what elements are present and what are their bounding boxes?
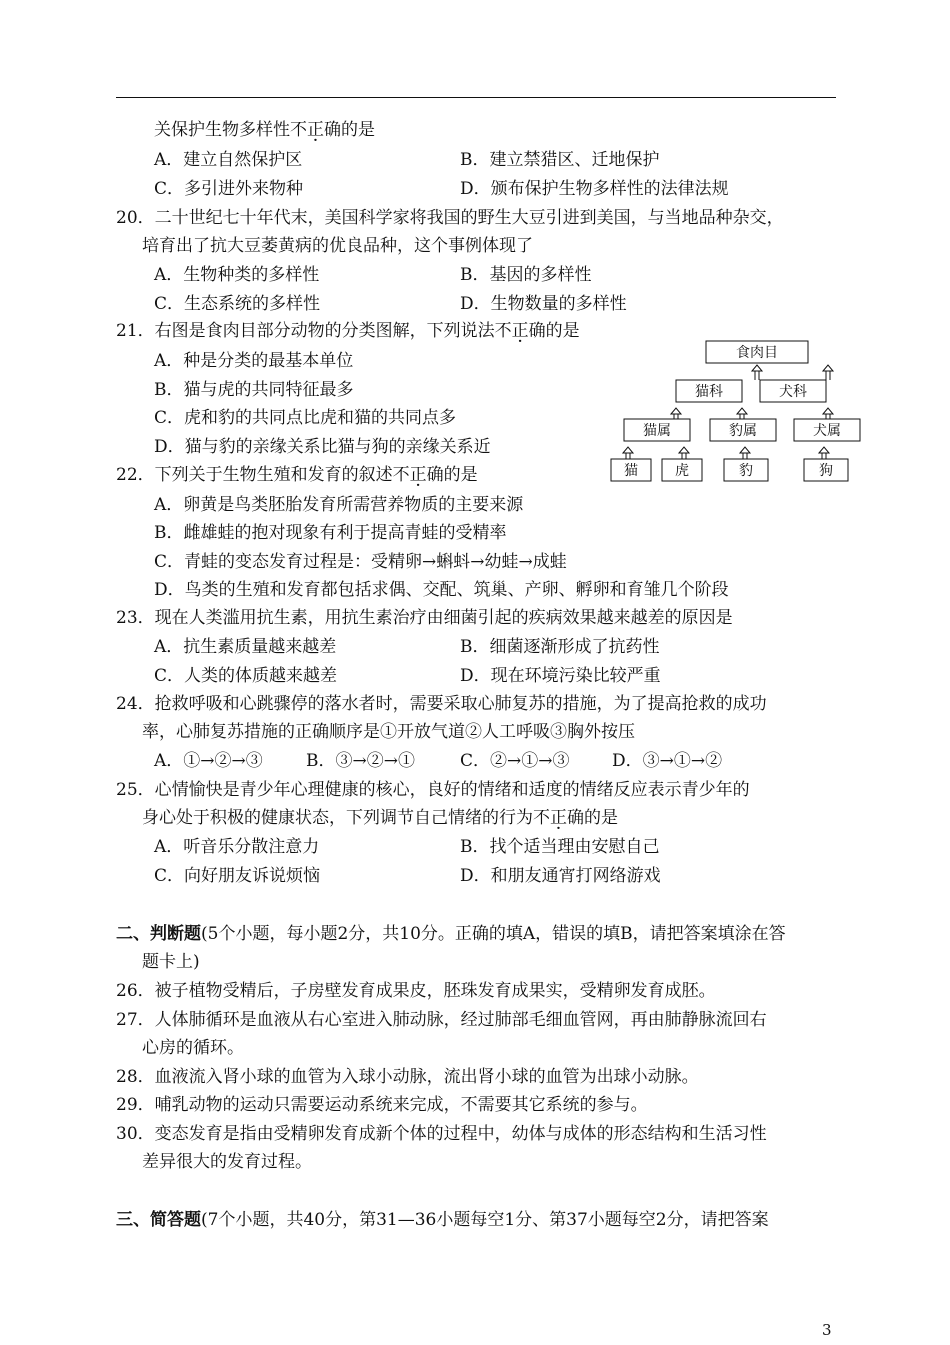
q24-stem-line2: 率，心肺复苏措施的正确顺序是①开放气道②人工呼吸③胸外按压 [142, 722, 635, 742]
q23-option-d: D．现在环境污染比较严重 [460, 666, 661, 686]
section2-heading: 二、判断题(5个小题，每小题2分，共10分。正确的填A，错误的填B，请把答案填涂在答 [116, 924, 786, 944]
q27-line2: 心房的循环。 [142, 1038, 244, 1058]
classification-diagram [600, 335, 870, 485]
node-family-cat: 猫科 [695, 384, 723, 400]
q20-option-a: A．生物种类的多样性 [154, 265, 320, 285]
q20-stem-line2: 培育出了抗大豆萎黄病的优良品种，这个事例体现了 [142, 236, 533, 256]
q24-option-c: C．②→①→③ [460, 751, 570, 771]
q25-option-b: B．找个适当理由安慰自己 [460, 837, 660, 857]
q30-line2: 差异很大的发育过程。 [142, 1152, 312, 1172]
emphasis-text: 不正确 [290, 120, 341, 140]
q24-option-b: B．③→②→① [306, 751, 415, 771]
q20-option-b: B．基因的多样性 [460, 265, 592, 285]
q19-option-c: C．多引进外来物种 [154, 179, 304, 199]
q23-option-c: C．人类的体质越来越差 [154, 666, 338, 686]
q22-option-a: A．卵黄是鸟类胚胎发育所需营养物质的主要来源 [154, 495, 524, 515]
arrow-icon [752, 365, 762, 380]
q21-option-b: B．猫与虎的共同特征最多 [154, 380, 354, 400]
node-species-leopard: 豹 [739, 463, 753, 479]
emphasis-text: 不正确 [494, 321, 546, 341]
page-number: 3 [822, 1321, 832, 1339]
node-genus-leopard: 豹属 [729, 423, 757, 439]
q25-option-d: D．和朋友通宵打网络游戏 [460, 866, 661, 886]
q25-stem-line2: 身心处于积极的健康状态，下列调节自己情绪的行为不正确的是 [142, 808, 618, 828]
q29: 29．哺乳动物的运动只需要运动系统来完成，不需要其它系统的参与。 [116, 1095, 648, 1115]
section3-title: 三、简答题 [116, 1210, 201, 1230]
q20-option-d: D．生物数量的多样性 [460, 294, 627, 314]
q22-option-c: C．青蛙的变态发育过程是：受精卵→蝌蚪→幼蛙→成蛙 [154, 552, 567, 572]
q28: 28．血液流入肾小球的血管为入球小动脉，流出肾小球的血管为出球小动脉。 [116, 1067, 699, 1087]
q23-stem: 23．现在人类滥用抗生素，用抗生素治疗由细菌引起的疾病效果越来越差的原因是 [116, 608, 733, 628]
q25-option-a: A．听音乐分散注意力 [154, 837, 320, 857]
q21-option-a: A．种是分类的最基本单位 [154, 351, 354, 371]
node-order: 食肉目 [736, 345, 778, 361]
q22-stem: 22．下列关于生物生殖和发育的叙述不正确的是 [116, 465, 478, 485]
q23-option-a: A．抗生素质量越来越差 [154, 637, 337, 657]
q30-line1: 30．变态发育是指由受精卵发育成新个体的过程中，幼体与成体的形态结构和生活习性 [116, 1124, 767, 1144]
q24-option-a: A．①→②→③ [154, 751, 263, 771]
q19-option-d: D．颁布保护生物多样性的法律法规 [460, 179, 729, 199]
emphasis-text: 不正确 [392, 465, 444, 485]
node-family-dog: 犬科 [779, 384, 807, 400]
node-genus-dog: 犬属 [813, 423, 841, 439]
q26: 26．被子植物受精后，子房壁发育成果皮，胚珠发育成果实，受精卵发育成胚。 [116, 981, 716, 1001]
section2-title: 二、判断题 [116, 924, 201, 944]
q22-option-d: D．鸟类的生殖和发育都包括求偶、交配、筑巢、产卵、孵卵和育雏几个阶段 [154, 580, 729, 600]
q27-line1: 27．人体肺循环是血液从右心室进入肺动脉，经过肺部毛细血管网，再由肺静脉流回右 [116, 1010, 767, 1030]
node-species-cat: 猫 [624, 463, 638, 479]
q25-stem-line1: 25．心情愉快是青少年心理健康的核心，良好的情绪和适度的情绪反应表示青少年的 [116, 780, 750, 800]
q24-option-d: D．③→①→② [612, 751, 723, 771]
q19-option-b: B．建立禁猎区、迁地保护 [460, 150, 660, 170]
q21-option-d: D．猫与豹的亲缘关系比猫与狗的亲缘关系近 [154, 437, 491, 457]
section3-heading: 三、简答题(7个小题，共40分，第31—36小题每空1分、第37小题每空2分，请把答案 [116, 1210, 769, 1230]
header-rule [116, 97, 836, 98]
q21-option-c: C．虎和豹的共同点比虎和猫的共同点多 [154, 408, 457, 428]
q21-stem: 21．右图是食肉目部分动物的分类图解，下列说法不正确的是 [116, 321, 580, 341]
q25-option-c: C．向好朋友诉说烦恼 [154, 866, 321, 886]
emphasis-text: 不正确 [533, 808, 584, 828]
q19-option-a: A．建立自然保护区 [154, 150, 303, 170]
node-species-dog: 狗 [819, 463, 833, 479]
section2-note: 题卡上) [142, 952, 200, 972]
q20-option-c: C．生态系统的多样性 [154, 294, 321, 314]
q22-option-b: B．雌雄蛙的抱对现象有利于提高青蛙的受精率 [154, 523, 507, 543]
node-genus-cat: 猫属 [643, 423, 671, 439]
q20-stem-line1: 20．二十世纪七十年代末，美国科学家将我国的野生大豆引进到美国，与当地品种杂交， [116, 208, 784, 228]
arrow-icon [823, 365, 833, 380]
q23-option-b: B．细菌逐渐形成了抗药性 [460, 637, 660, 657]
q19-stem: 关保护生物多样性不正确的是 [154, 120, 375, 140]
node-species-tiger: 虎 [675, 463, 689, 479]
q24-stem-line1: 24．抢救呼吸和心跳骤停的落水者时，需要采取心肺复苏的措施，为了提高抢救的成功 [116, 694, 767, 714]
